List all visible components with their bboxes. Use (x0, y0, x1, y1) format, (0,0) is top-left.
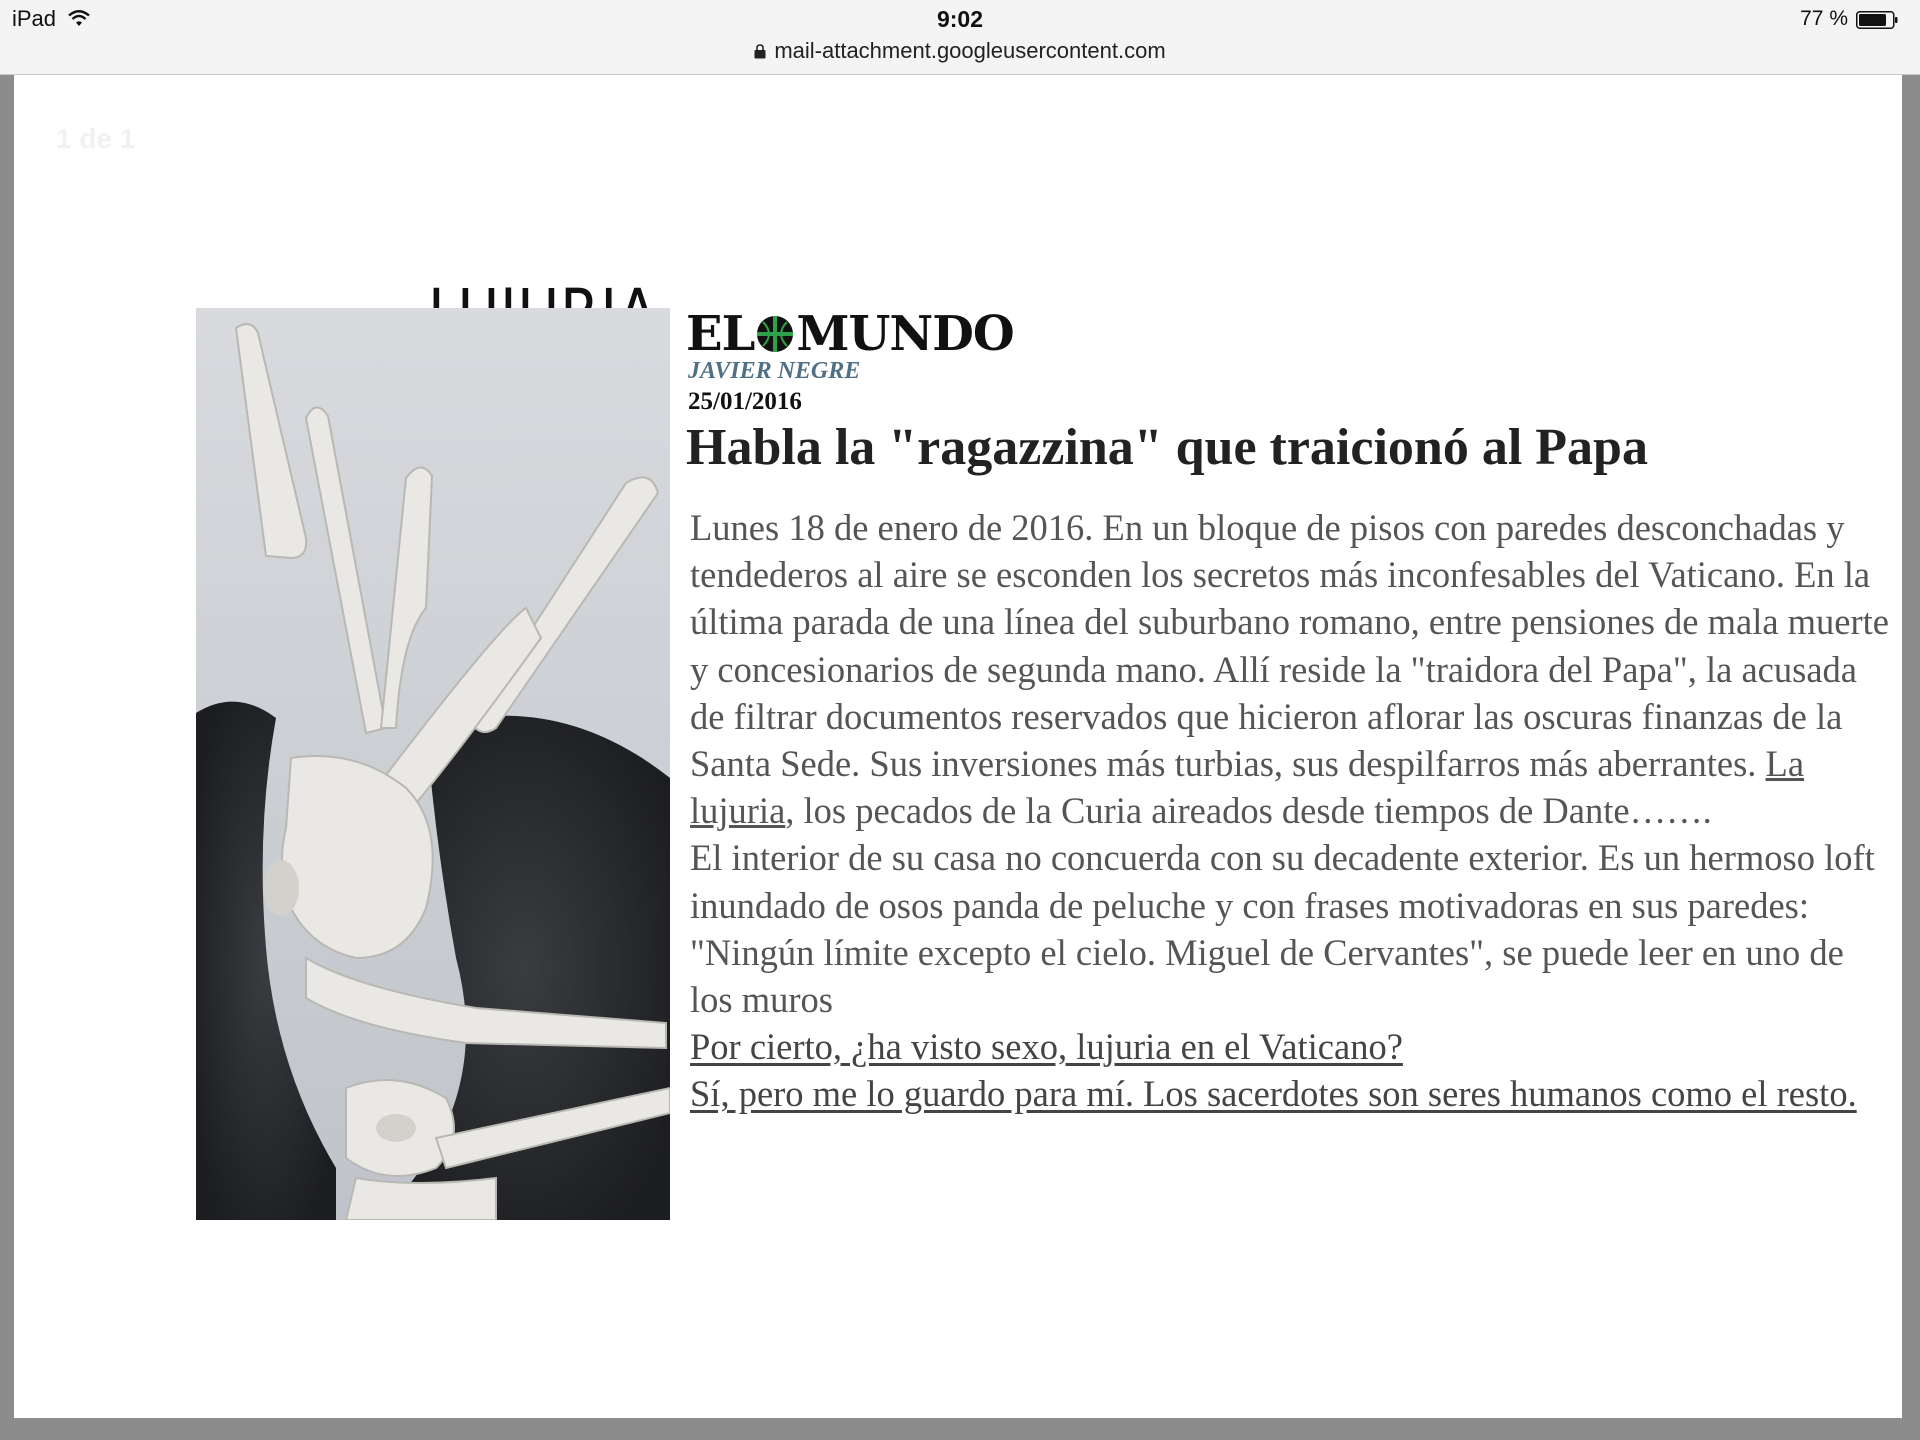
battery-percentage: 77 % (1800, 7, 1848, 30)
clock: 9:02 (936, 6, 984, 32)
status-bar (0, 0, 1920, 75)
paragraph-1-text: Lunes 18 de enero de 2016. En un bloque de pisos con paredes desconchadas y tendederos al aire se esconden los secretos más inconfesables del Vaticano. En la última parada de una línea del suburbano romano, entre pensiones de mala muerte y concesionarios de segunda mano. Allí reside la "traidora del Papa", la acusada de filtrar documentos reservados que hicieron aflorar las oscuras finanzas de la Santa Sede. Sus inversiones más turbias, sus despilfarros más aberrantes. (690, 507, 1889, 785)
globe-icon (755, 314, 795, 354)
article-body (690, 504, 1890, 1118)
paragraph-2: El interior de su casa no concuerda con su decadente exterior. Es un hermoso loft inundado de osos panda de peluche y con frases motivadoras en sus paredes: "Ningún límite excepto el cielo. Miguel de Cervantes", se puede leer en uno de los muros (690, 837, 1875, 1021)
lock-icon (754, 44, 766, 59)
battery-icon (1856, 11, 1898, 29)
device-name: iPad (12, 6, 57, 31)
article-date: 25/01/2016 (688, 388, 802, 415)
paragraph-1 (690, 504, 1890, 834)
url-text: mail-attachment.googleusercontent.com (774, 38, 1166, 63)
interview-answer: Sí, pero me lo guardo para mí. Los sacerdotes son seres humanos como el resto. (690, 1073, 1857, 1115)
article-title: Habla la "ragazzina" que traicionó al Papa (686, 419, 1648, 476)
article-author: JAVIER NEGRE (688, 358, 861, 384)
logo-text-right: MUNDO (796, 306, 1014, 362)
address-bar[interactable] (0, 38, 1920, 64)
interview-question: Por cierto, ¿ha visto sexo, lujuria en el Vaticano? (690, 1026, 1403, 1068)
lujuria-link: La lujuria (690, 743, 1805, 832)
paragraph-1-tail: , los pecados de la Curia aireados desde tiempos de Dante……. (785, 790, 1712, 832)
sculpture-photo (196, 308, 670, 1220)
page-counter: 1 de 1 (56, 123, 136, 154)
el-mundo-logo (686, 306, 1026, 362)
logo-text-left: EL (686, 306, 755, 362)
